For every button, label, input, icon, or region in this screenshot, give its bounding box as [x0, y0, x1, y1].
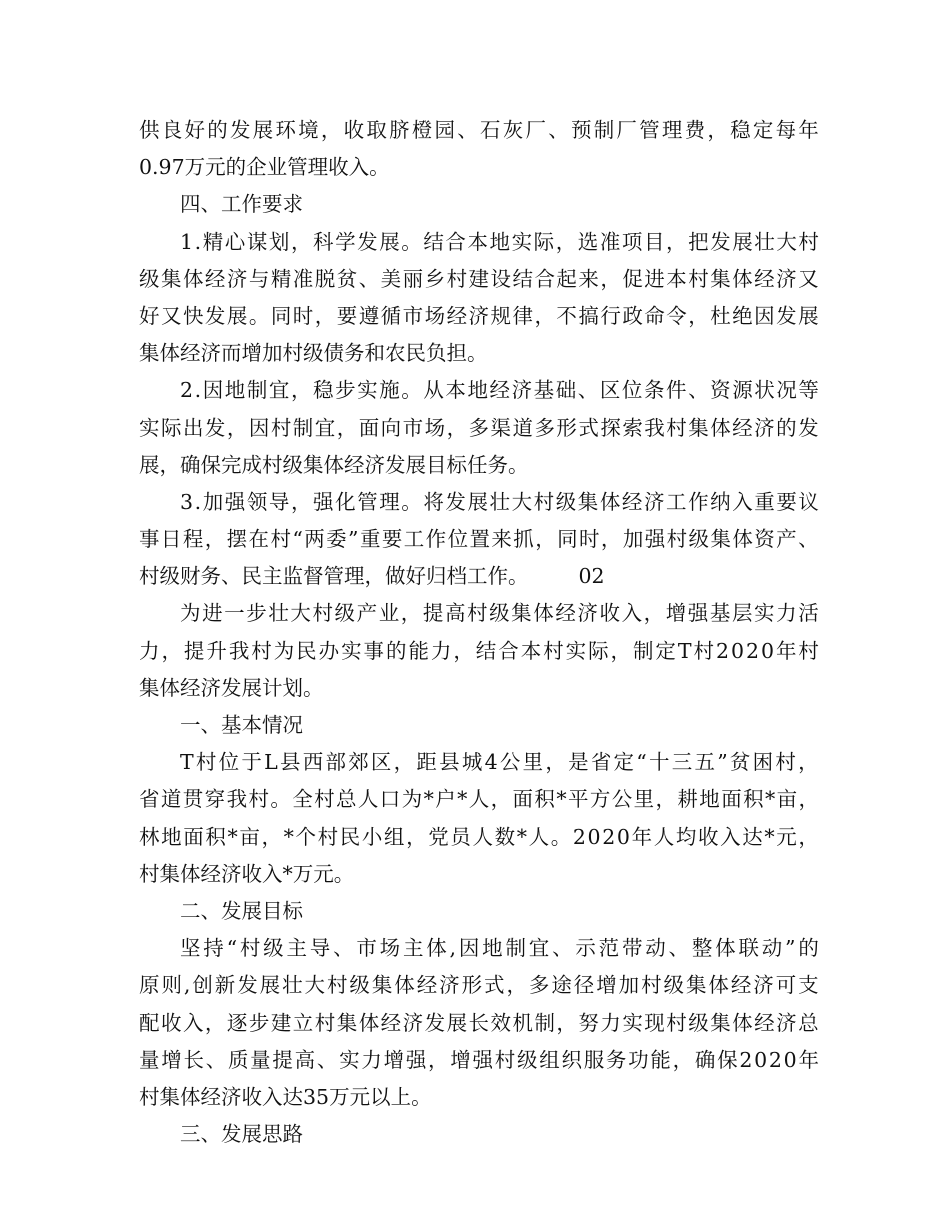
- paragraph-line: 为 进 一 步 壮 大 村 级 产 业 ， 提 高 村 级 集 体 经 济 收 入 ， 增 强 基 层 实 力 活: [180, 601, 819, 626]
- document-body: [139, 112, 819, 1153]
- section-heading: 四、工作要求: [180, 192, 303, 217]
- paragraph-line: 集体经济而增加村级债务和农民负担。: [139, 341, 488, 366]
- paragraph-line: 原 则 , 创 新 发 展 壮 大 村 级 集 体 经 济 形 式 ， 多 途 径 增 加 村 级 集 体 经 济 可 支: [139, 973, 819, 998]
- paragraph-line: 力 ， 提 升 我 村 为 民 办 实 事 的 能 力 ， 结 合 本 村 实 际 ， 制 定 T 村 2 0 2 0 年 村: [139, 638, 819, 663]
- paragraph-line: 3 . 加 强 领 导 ， 强 化 管 理 。 将 发 展 壮 大 村 级 集 体 经 济 工 作 纳 入 重 要 议: [180, 489, 819, 514]
- paragraph-line: [139, 558, 819, 595]
- paragraph-line: 村集体经济收入*万元。: [139, 861, 355, 886]
- paragraph-line: 坚 持 “ 村 级 主 导 、 市 场 主 体 , 因 地 制 宜 、 示 范 带 动 、 整 体 联 动 ” 的: [180, 936, 819, 961]
- section-heading: 三、发展思路: [180, 1122, 303, 1147]
- paragraph-text: 村级财务、民主监督管理，做好归档工作。: [139, 564, 529, 589]
- paragraph-line: 好 又 快 发 展 。 同 时 ， 要 遵 循 市 场 经 济 规 律 ， 不 搞 行 政 命 令 ， 杜 绝 因 发 展: [139, 303, 819, 328]
- paragraph-line: 实 际 出 发 ， 因 村 制 宜 ， 面 向 市 场 ， 多 渠 道 多 形 式 探 索 我 村 集 体 经 济 的 发: [139, 415, 819, 440]
- section-heading: 二、发展目标: [180, 898, 303, 923]
- paragraph-line: 配 收 入 ， 逐 步 建 立 村 集 体 经 济 发 展 长 效 机 制 ， 努 力 实 现 村 级 集 体 经 济 总: [139, 1010, 819, 1035]
- paragraph-line: 集体经济发展计划。: [139, 675, 324, 700]
- paragraph-line: 林 地 面 积 * 亩 ， * 个 村 民 小 组 ， 党 员 人 数 * 人 。 2 0 2 0 年 人 均 收 入 达 * 元 ，: [139, 824, 819, 849]
- paragraph-line: 事 日 程 ， 摆 在 村 “ 两 委 ” 重 要 工 作 位 置 来 抓 ， 同 时 ， 加 强 村 级 集 体 资 产 、: [139, 527, 819, 552]
- paragraph-line: 展，确保完成村级集体经济发展目标任务。: [139, 452, 529, 477]
- section-marker: 02: [578, 564, 605, 589]
- paragraph-line: 2 . 因 地 制 宜 ， 稳 步 实 施 。 从 本 地 经 济 基 础 、 区 位 条 件 、 资 源 状 况 等: [180, 378, 819, 403]
- paragraph-line: 供 良 好 的 发 展 环 境 ， 收 取 脐 橙 园 、 石 灰 厂 、 预 制 厂 管 理 费 ， 稳 定 每 年: [139, 118, 819, 142]
- paragraph-line: 村集体经济收入达35万元以上。: [139, 1084, 432, 1109]
- paragraph-line: T 村 位 于 L 县 西 部 郊 区 ， 距 县 城 4 公 里 ， 是 省 定 “ 十 三 五 ” 贫 困 村 ，: [180, 750, 819, 775]
- section-heading: 一、基本情况: [180, 713, 303, 737]
- paragraph-line: 0.97万元的企业管理收入。: [139, 155, 390, 180]
- paragraph-line: 省 道 贯 穿 我 村 。 全 村 总 人 口 为 * 户 * 人 ， 面 积 * 平 方 公 里 ， 耕 地 面 积 * 亩 ，: [139, 787, 819, 812]
- paragraph-line: 量 增 长 、 质 量 提 高 、 实 力 增 强 ， 增 强 村 级 组 织 服 务 功 能 ， 确 保 2 0 2 0 年: [139, 1047, 819, 1072]
- paragraph-line: 1 . 精 心 谋 划 ， 科 学 发 展 。 结 合 本 地 实 际 ， 选 准 项 目 ， 把 发 展 壮 大 村: [180, 229, 819, 254]
- paragraph-line: 级 集 体 经 济 与 精 准 脱 贫 、 美 丽 乡 村 建 设 结 合 起 来 ， 促 进 本 村 集 体 经 济 又: [139, 266, 819, 291]
